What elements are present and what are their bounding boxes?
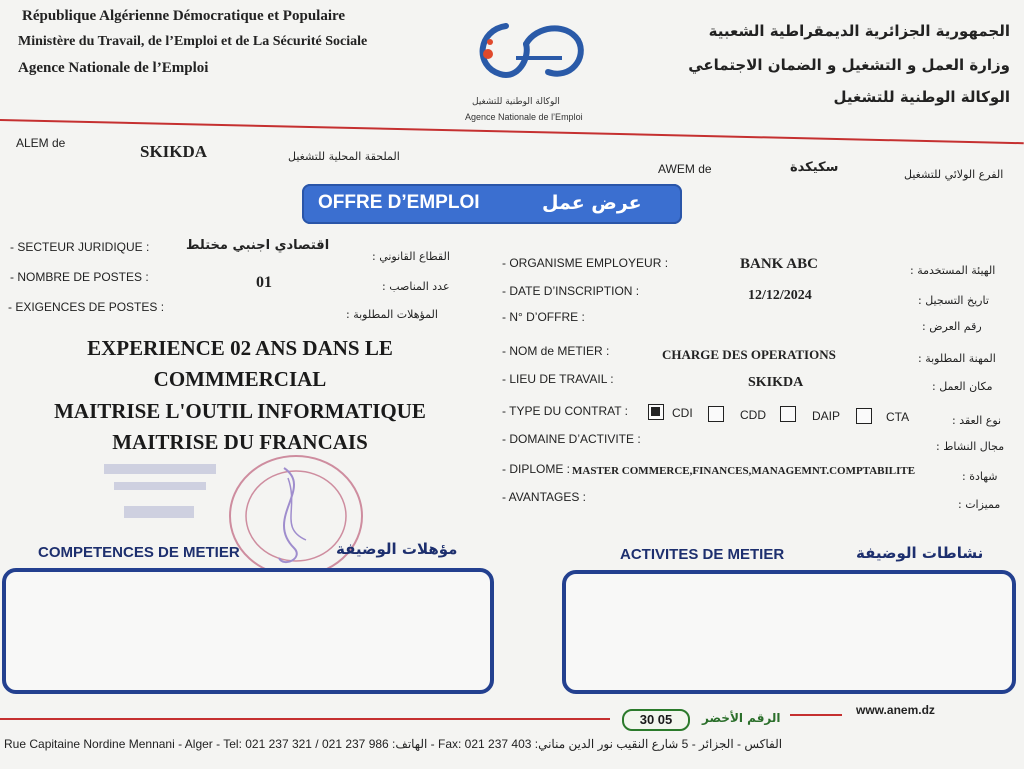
contrat-label-ar: نوع العقد : — [952, 414, 1002, 427]
lieu-value: SKIKDA — [748, 375, 804, 390]
metier-value: CHARGE DES OPERATIONS — [662, 347, 836, 362]
alem-label: ALEM de — [16, 136, 66, 150]
secteur-label-ar: القطاع القانوني : — [372, 250, 450, 263]
postes-value: 01 — [256, 274, 272, 291]
diplome-label: - DIPLOME : — [502, 462, 571, 476]
lieu-label: - LIEU DE TRAVAIL : — [502, 372, 614, 386]
metier-label-ar: المهنة المطلوبة : — [918, 352, 996, 365]
website-link[interactable]: www.anem.dz — [856, 703, 935, 717]
faded-stamp-icon — [100, 458, 220, 528]
logo-caption-fr: Agence Nationale de l’Emploi — [465, 112, 583, 122]
postes-label-ar: عدد المناصب : — [382, 280, 450, 293]
organisme-value: BANK ABC — [740, 256, 818, 272]
green-number-label: الرقم الأخضر — [702, 711, 781, 725]
activites-title: ACTIVITES DE METIER — [620, 546, 785, 563]
header-fr-agency: Agence Nationale de l’Emploi — [18, 60, 209, 76]
awem-label: AWEM de — [658, 162, 712, 176]
date-label-ar: تاريخ التسجيل : — [918, 294, 989, 307]
green-number-badge: 30 05 — [622, 709, 690, 731]
activites-box[interactable] — [562, 570, 1016, 694]
requirement-line: EXPERIENCE 02 ANS DANS LE — [87, 336, 393, 360]
requirement-line: MAITRISE DU FRANCAIS — [112, 430, 368, 454]
offer-title-fr: OFFRE D’EMPLOI — [318, 192, 480, 213]
logo-caption-ar: الوكالة الوطنية للتشغيل — [472, 97, 560, 107]
avantages-label: - AVANTAGES : — [502, 490, 587, 504]
date-label: - DATE D’INSCRIPTION : — [502, 284, 640, 298]
offre-label-ar: رقم العرض : — [922, 320, 982, 333]
lieu-label-ar: مكان العمل : — [932, 380, 993, 393]
contract-daip-checkbox[interactable] — [780, 406, 796, 422]
header-divider — [0, 119, 1024, 144]
exigences-label: - EXIGENCES DE POSTES : — [8, 300, 165, 314]
avantages-label-ar: مميزات : — [958, 498, 1001, 511]
alem-value: SKIKDA — [140, 142, 208, 161]
header-ar-republic: الجمهورية الجزائرية الديمقراطية الشعبية — [708, 22, 1010, 40]
date-value: 12/12/2024 — [748, 288, 812, 303]
requirement-line: MAITRISE L'OUTIL INFORMATIQUE — [54, 399, 426, 423]
organisme-label: - ORGANISME EMPLOYEUR : — [502, 256, 669, 270]
header-fr-ministry: Ministère du Travail, de l’Emploi et de La Sécurité Sociale — [18, 34, 368, 49]
contract-cdd-label: CDD — [740, 408, 766, 422]
organisme-label-ar: الهيئة المستخدمة : — [910, 264, 996, 277]
competences-title-ar: مؤهلات الوضيفة — [336, 540, 458, 558]
competences-box[interactable] — [2, 568, 494, 694]
contract-cdi-label: CDI — [672, 406, 693, 420]
official-stamp-icon — [224, 448, 369, 583]
diplome-value: MASTER COMMERCE,FINANCES,MANAGEMNT.COMPTABILITE — [572, 465, 916, 477]
header-fr-republic: République Algérienne Démocratique et Populaire — [22, 8, 346, 24]
anem-logo-icon — [466, 14, 596, 94]
domaine-label-ar: مجال النشاط : — [936, 440, 1005, 453]
secteur-label: - SECTEUR JURIDIQUE : — [10, 240, 150, 254]
offer-title-band — [302, 184, 682, 224]
footer-address: Rue Capitaine Nordine Mennani - Alger - Tel: 021 237 321 / 021 237 986 :الهاتف - Fax: 021 237 403 :الفاكس - الجزائر - 5 شارع النقيب نور الدين مناني — [4, 737, 783, 751]
header-ar-ministry: وزارة العمل و التشغيل و الضمان الاجتماعي — [688, 56, 1010, 74]
alem-label-ar: الملحقة المحلية للتشغيل — [288, 150, 400, 163]
footer-divider-right — [790, 714, 842, 716]
activites-title-ar: نشاطات الوضيفة — [856, 544, 984, 562]
footer-divider-left — [0, 718, 610, 720]
offre-label: - N° D’OFFRE : — [502, 310, 585, 324]
contract-cta-checkbox[interactable] — [856, 408, 872, 424]
contract-cdi-checkbox[interactable] — [648, 404, 664, 420]
contract-cta-label: CTA — [886, 410, 910, 424]
contrat-label: - TYPE DU CONTRAT : — [502, 404, 629, 418]
exigences-label-ar: المؤهلات المطلوبة : — [346, 308, 438, 321]
metier-label: - NOM de METIER : — [502, 344, 610, 358]
diplome-label-ar: شهادة : — [962, 470, 998, 483]
awem-value: سكيكدة — [790, 160, 839, 175]
contract-daip-label: DAIP — [812, 409, 841, 423]
awem-label-ar: الفرع الولائي للتشغيل — [904, 168, 1004, 181]
requirement-line: COMMMERCIAL — [153, 367, 327, 391]
header-ar-agency: الوكالة الوطنية للتشغيل — [833, 88, 1010, 106]
offer-title-ar: عرض عمل — [542, 192, 642, 214]
postes-label: - NOMBRE DE POSTES : — [10, 270, 149, 284]
competences-title: COMPETENCES DE METIER — [38, 544, 240, 561]
domaine-label: - DOMAINE D’ACTIVITE : — [502, 432, 641, 446]
secteur-value: اقتصادي اجنبي مختلط — [186, 238, 330, 253]
contract-cdd-checkbox[interactable] — [708, 406, 724, 422]
